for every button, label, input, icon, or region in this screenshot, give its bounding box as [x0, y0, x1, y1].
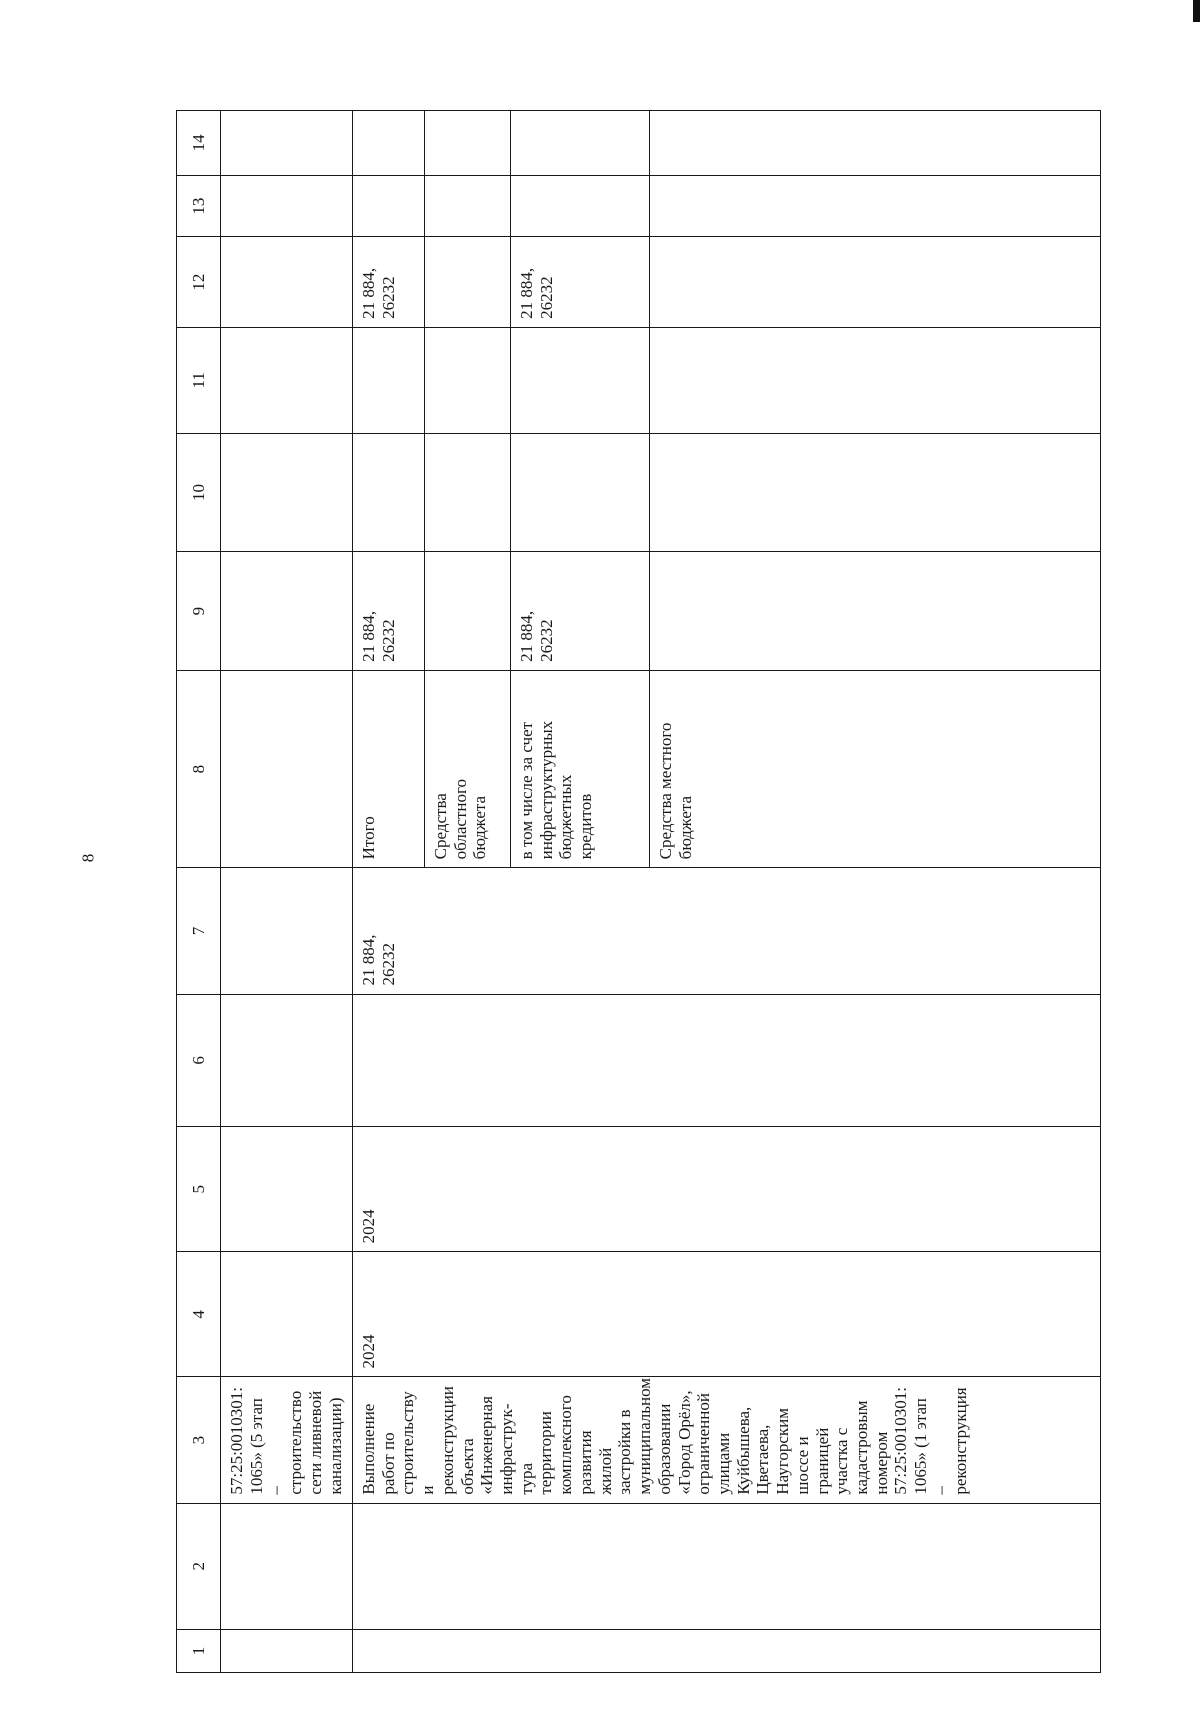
table-cell-start-year: 2024	[353, 1252, 1101, 1377]
column-number: 11	[177, 327, 221, 433]
table-cell	[425, 111, 511, 176]
table-cell	[221, 552, 353, 671]
table-cell	[353, 1503, 1101, 1629]
table-cell-amount	[425, 237, 511, 328]
table-cell	[221, 175, 353, 236]
table-cell	[353, 327, 425, 433]
table-cell	[650, 433, 1101, 552]
column-number: 5	[177, 1127, 221, 1252]
table-cell	[511, 433, 650, 552]
column-number: 3	[177, 1377, 221, 1503]
table-cell	[221, 868, 353, 994]
table-cell	[221, 327, 353, 433]
column-number: 9	[177, 552, 221, 671]
table-row-continuation	[221, 111, 353, 1673]
table-cell-amount: 21 884, 26232	[511, 552, 650, 671]
budget-table	[176, 110, 1101, 1673]
table-cell-amount	[425, 552, 511, 671]
column-number: 8	[177, 670, 221, 867]
column-number: 12	[177, 237, 221, 328]
column-number: 4	[177, 1252, 221, 1377]
column-number-row	[177, 111, 221, 1673]
table-cell-funding-source: Средства местного бюджета	[650, 670, 1101, 867]
table-cell	[511, 111, 650, 176]
table-cell-amount	[650, 237, 1101, 328]
table-cell-amount: 21 884, 26232	[353, 552, 425, 671]
table-cell-amount	[650, 552, 1101, 671]
table-cell	[353, 111, 425, 176]
table-row	[353, 111, 425, 1673]
table-cell-amount: 21 884, 26232	[353, 237, 425, 328]
column-number: 2	[177, 1503, 221, 1629]
table-cell	[221, 1629, 353, 1672]
table-cell-funding-source: в том числе за счет инфраструктурных бюджетных кредитов	[511, 670, 650, 867]
table-cell	[221, 1127, 353, 1252]
budget-table-rotated	[176, 110, 1100, 1673]
table-cell	[425, 327, 511, 433]
table-cell	[353, 433, 425, 552]
table-cell	[221, 994, 353, 1127]
table-cell	[221, 670, 353, 867]
table-cell	[650, 111, 1101, 176]
scan-corner-mark	[1193, 0, 1200, 22]
table-cell	[425, 175, 511, 236]
table-cell	[511, 327, 650, 433]
table-cell	[353, 1629, 1101, 1672]
table-cell	[425, 433, 511, 552]
table-cell	[650, 175, 1101, 236]
table-cell-funding-source: Средства областного бюджета	[425, 670, 511, 867]
table-cell-total-cost: 21 884, 26232	[353, 868, 1101, 994]
table-cell-description: 57:25:0010301: 1065» (5 этап – строительство сети ливневой канализации)	[221, 1377, 353, 1503]
column-number: 7	[177, 868, 221, 994]
table-cell-end-year: 2024	[353, 1127, 1101, 1252]
page-number: 8	[78, 853, 98, 863]
column-number: 6	[177, 994, 221, 1127]
table-cell-description: Выполнение работ по строительству и реконструкции объекта «Инженерная инфраструк- тура территории комплексного развития жилой застройки в муниципальном образовании «Город Орёл», ограниченной улицами Куйбышева, Цветаева, Наугорским шоссе и границей участка с кадастровым номером 57:25:0010301: 1065» (1 этап – реконструкция	[353, 1377, 1101, 1503]
column-number: 1	[177, 1629, 221, 1672]
table-cell	[221, 111, 353, 176]
column-number: 10	[177, 433, 221, 552]
table-cell-funding-source: Итого	[353, 670, 425, 867]
table-cell	[221, 1252, 353, 1377]
table-cell	[650, 327, 1101, 433]
table-cell	[221, 433, 353, 552]
table-cell	[221, 1503, 353, 1629]
table-cell-amount: 21 884, 26232	[511, 237, 650, 328]
table-cell	[353, 994, 1101, 1127]
table-cell	[511, 175, 650, 236]
table-cell	[353, 175, 425, 236]
column-number: 13	[177, 175, 221, 236]
column-number: 14	[177, 111, 221, 176]
table-cell	[221, 237, 353, 328]
